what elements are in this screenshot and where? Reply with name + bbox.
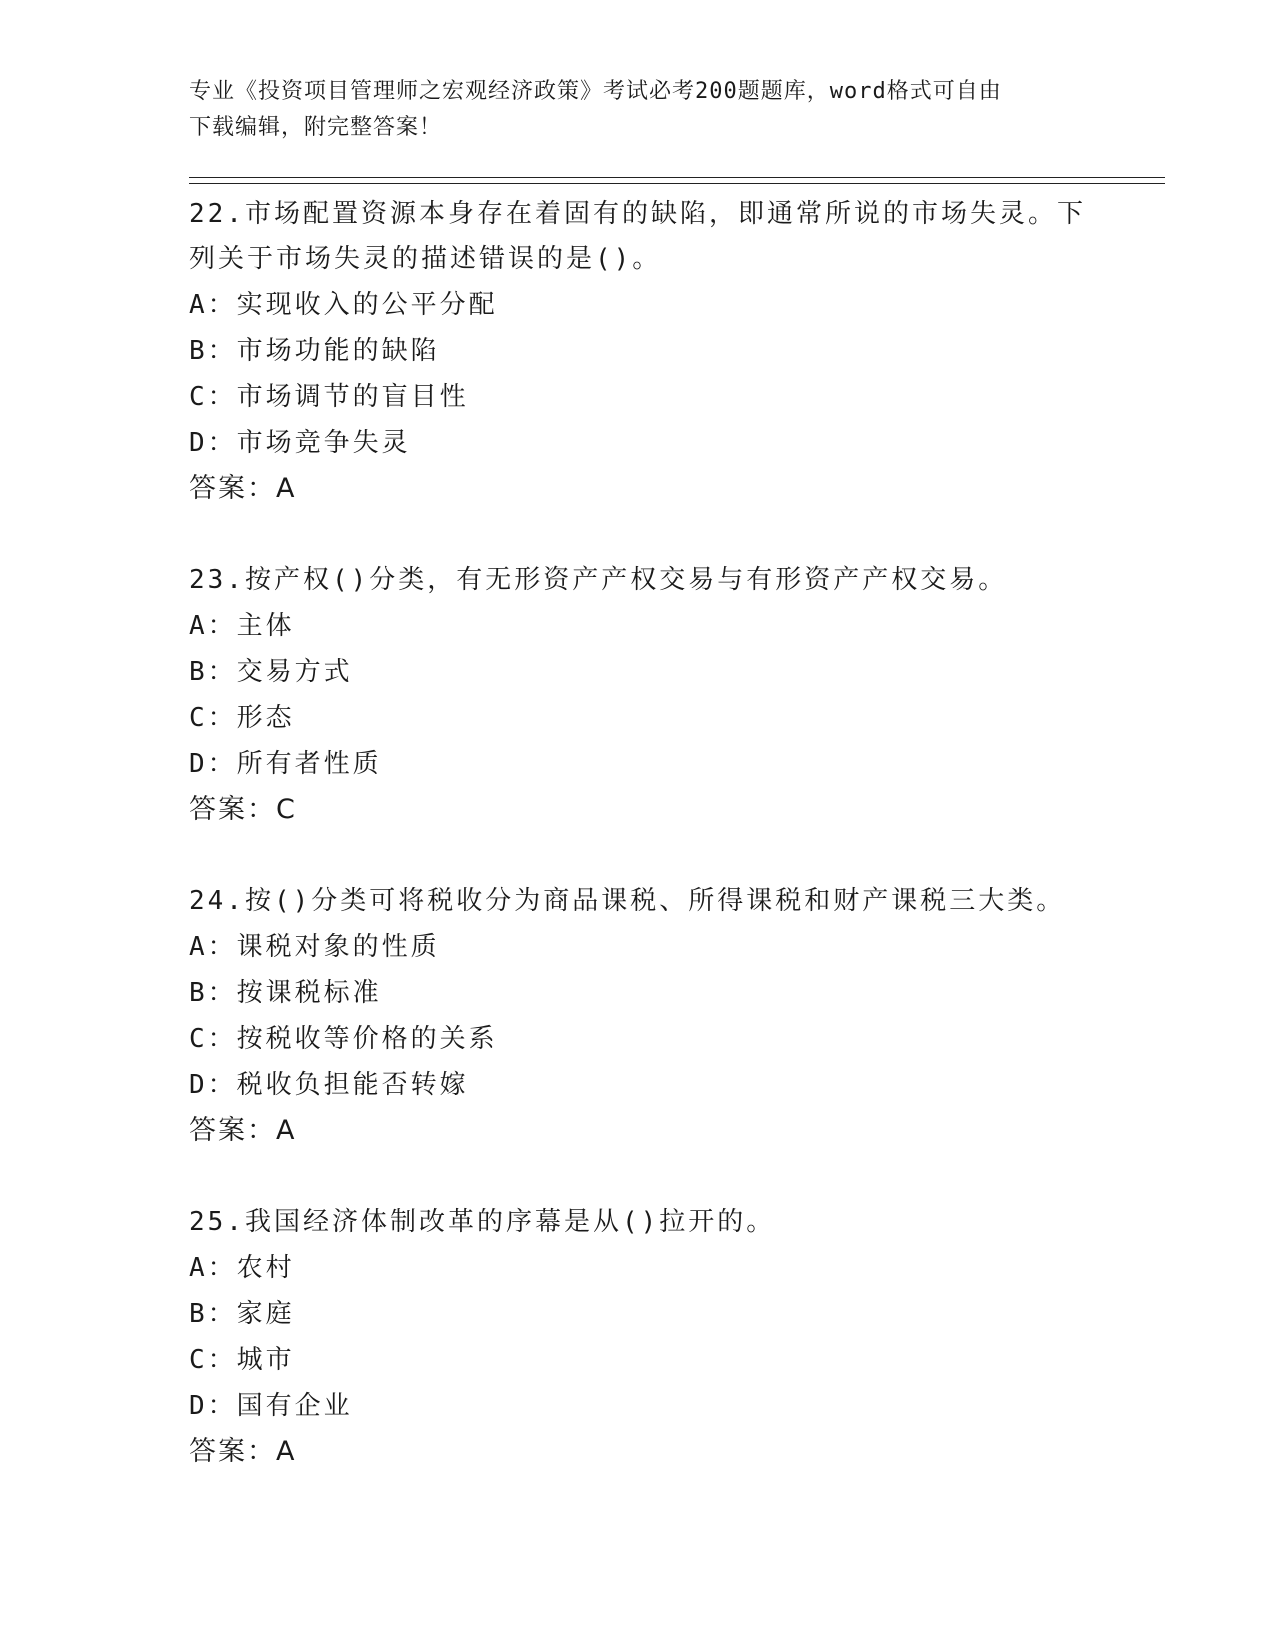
header-divider-top — [189, 177, 1165, 178]
answer: 答案：A — [189, 473, 297, 504]
option-d: D：国有企业 — [189, 1391, 353, 1421]
answer: 答案：C — [189, 794, 297, 825]
question-stem-line-1: 25.我国经济体制改革的序幕是从()拉开的。 — [189, 1207, 776, 1237]
option-d: D：所有者性质 — [189, 749, 382, 779]
answer: 答案：A — [189, 1436, 297, 1467]
option-b: B：交易方式 — [189, 657, 353, 687]
option-a: A：农村 — [189, 1253, 295, 1283]
option-a: A：主体 — [189, 611, 295, 641]
question-24 — [189, 879, 1089, 1154]
question-22 — [189, 192, 1089, 512]
option-c: C：形态 — [189, 703, 295, 733]
header-line-1: 专业《投资项目管理师之宏观经济政策》考试必考200题题库，word格式可自由 — [189, 79, 1002, 104]
option-b: B：家庭 — [189, 1299, 295, 1329]
option-c: C：市场调节的盲目性 — [189, 382, 469, 412]
header-divider-bottom — [189, 183, 1165, 184]
answer: 答案：A — [189, 1115, 297, 1146]
option-a: A：课税对象的性质 — [189, 932, 440, 962]
question-23 — [189, 558, 1089, 833]
option-d: D：市场竞争失灵 — [189, 428, 411, 458]
question-stem-line-1: 22.市场配置资源本身存在着固有的缺陷，即通常所说的市场失灵。下 — [189, 199, 1086, 229]
option-c: C：按税收等价格的关系 — [189, 1024, 498, 1054]
option-d: D：税收负担能否转嫁 — [189, 1070, 469, 1100]
document-header — [189, 74, 1089, 146]
option-b: B：按课税标准 — [189, 978, 382, 1008]
question-stem-line-1: 24.按()分类可将税收分为商品课税、所得课税和财产课税三大类。 — [189, 886, 1066, 916]
option-b: B：市场功能的缺陷 — [189, 336, 440, 366]
option-a: A：实现收入的公平分配 — [189, 290, 498, 320]
header-line-2: 下载编辑，附完整答案！ — [189, 115, 443, 140]
question-25 — [189, 1200, 1089, 1475]
question-stem-line-1: 23.按产权()分类，有无形资产产权交易与有形资产产权交易。 — [189, 565, 1008, 595]
question-stem-line-2: 列关于市场失灵的描述错误的是()。 — [189, 244, 662, 274]
question-list — [189, 192, 1089, 1521]
option-c: C：城市 — [189, 1345, 295, 1375]
